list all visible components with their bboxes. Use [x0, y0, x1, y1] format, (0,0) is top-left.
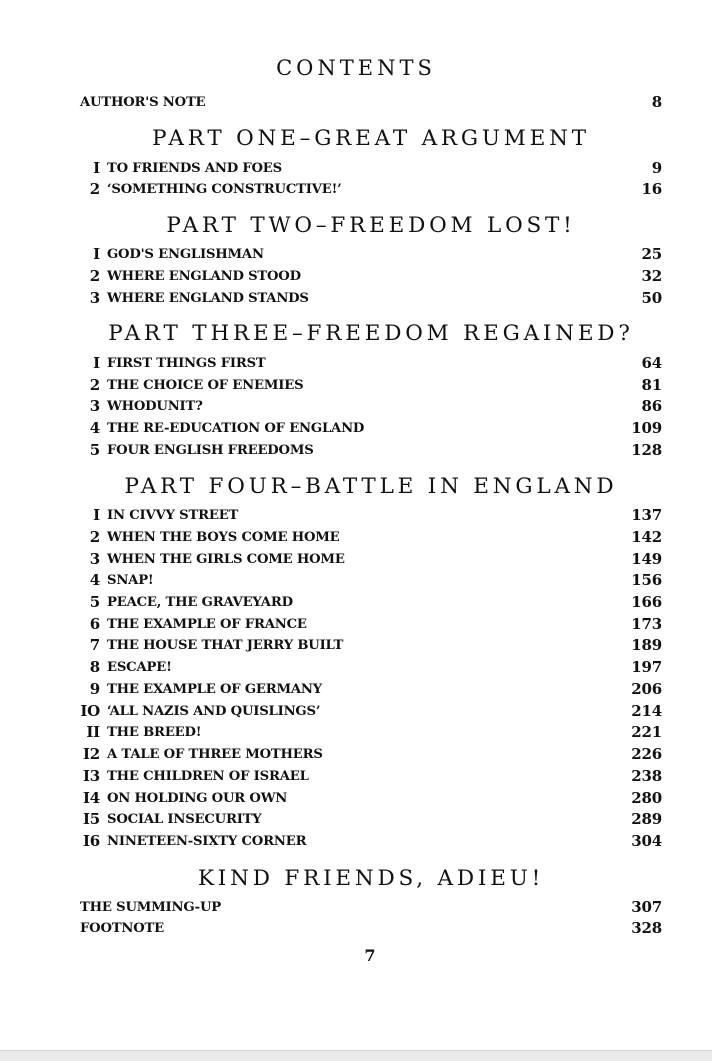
entry-title: GOD'S ENGLISHMAN: [107, 247, 264, 262]
entry-title: ESCAPE!: [107, 660, 172, 675]
part-heading-three: PART THREE–FREEDOM REGAINED?: [108, 321, 634, 346]
toc-entry: [0, 180, 712, 200]
toc-entry: [0, 528, 712, 548]
entry-page: 9: [651, 159, 662, 177]
entry-number: 8: [89, 658, 100, 676]
entry-number: 2: [89, 528, 100, 546]
entry-page: 221: [631, 723, 662, 741]
entry-page: 8: [651, 93, 662, 111]
entry-page: 289: [631, 810, 662, 828]
entry-number: 4: [89, 571, 100, 589]
entry-title: THE EXAMPLE OF FRANCE: [107, 617, 307, 632]
entry-page: 86: [641, 397, 662, 415]
toc-entry: [0, 376, 712, 396]
toc-entry: [0, 354, 712, 374]
toc-entry: [0, 658, 712, 678]
entry-page: 32: [641, 267, 662, 285]
entry-page: 304: [631, 832, 662, 850]
entry-title: NINETEEN-SIXTY CORNER: [107, 834, 307, 849]
entry-page: 128: [631, 441, 662, 459]
entry-title: WHODUNIT?: [107, 399, 203, 414]
entry-number: 3: [89, 397, 100, 415]
entry-title: AUTHOR'S NOTE: [80, 95, 206, 110]
entry-title: THE SUMMING-UP: [80, 900, 221, 915]
entry-page: 197: [631, 658, 662, 676]
entry-number: 5: [89, 593, 100, 611]
entry-title: PEACE, THE GRAVEYARD: [107, 595, 293, 610]
entry-title: WHEN THE GIRLS COME HOME: [107, 552, 345, 567]
page-number: 7: [364, 946, 376, 965]
toc-entry: [0, 267, 712, 287]
toc-entry: [0, 397, 712, 417]
entry-title: FIRST THINGS FIRST: [107, 356, 266, 371]
entry-title: THE BREED!: [107, 725, 202, 740]
entry-title: THE EXAMPLE OF GERMANY: [107, 682, 323, 697]
entry-number: I: [93, 354, 100, 372]
entry-number: I: [93, 506, 100, 524]
entry-title: SOCIAL INSECURITY: [107, 812, 262, 827]
part-heading-two: PART TWO–FREEDOM LOST!: [166, 213, 576, 238]
entry-page: 307: [631, 898, 662, 916]
entry-page: 156: [631, 571, 662, 589]
toc-entry: [0, 550, 712, 570]
entry-number: II: [86, 723, 100, 741]
entry-title: WHERE ENGLAND STANDS: [107, 291, 309, 306]
toc-entry: [0, 919, 712, 939]
entry-number: 2: [89, 180, 100, 198]
toc-entry: [0, 789, 712, 809]
entry-page: 238: [631, 767, 662, 785]
entry-title: ‘ALL NAZIS AND QUISLINGS’: [107, 704, 321, 719]
entry-number: 9: [89, 680, 100, 698]
entry-page: 189: [631, 636, 662, 654]
toc-entry: [0, 506, 712, 526]
entry-page: 64: [641, 354, 662, 372]
entry-number: IO: [80, 702, 100, 720]
contents-title: CONTENTS: [276, 56, 436, 80]
toc-entry: [0, 898, 712, 918]
toc-entry: [0, 593, 712, 613]
entry-page: 214: [631, 702, 662, 720]
entry-title: IN CIVVY STREET: [107, 508, 239, 523]
toc-entry: [0, 723, 712, 743]
entry-page: 50: [641, 289, 662, 307]
entry-page: 109: [631, 419, 662, 437]
entry-page: 81: [641, 376, 662, 394]
entry-page: 137: [631, 506, 662, 524]
part-heading-four: PART FOUR–BATTLE IN ENGLAND: [124, 474, 618, 499]
entry-title: FOUR ENGLISH FREEDOMS: [107, 443, 314, 458]
entry-title: WHERE ENGLAND STOOD: [107, 269, 301, 284]
entry-page: 16: [641, 180, 662, 198]
toc-entry: [0, 159, 712, 179]
entry-page: 226: [631, 745, 662, 763]
entry-title: SNAP!: [107, 573, 154, 588]
toc-entry: [0, 419, 712, 439]
toc-entry: [0, 767, 712, 787]
part-heading-one: PART ONE–GREAT ARGUMENT: [152, 126, 590, 151]
toc-entry: [0, 441, 712, 461]
toc-entry: [0, 680, 712, 700]
entry-page: 25: [641, 245, 662, 263]
viewer-bottom-bar: [0, 1050, 712, 1061]
entry-title: WHEN THE BOYS COME HOME: [107, 530, 340, 545]
toc-entry: [0, 832, 712, 852]
entry-title: TO FRIENDS AND FOES: [107, 161, 282, 176]
entry-number: I2: [82, 745, 100, 763]
toc-entry: [0, 289, 712, 309]
entry-title: THE CHOICE OF ENEMIES: [107, 378, 304, 393]
entry-title: ‘SOMETHING CONSTRUCTIVE!’: [107, 182, 342, 197]
entry-number: 3: [89, 289, 100, 307]
entry-number: 2: [89, 267, 100, 285]
toc-entry: [0, 615, 712, 635]
entry-number: 7: [89, 636, 100, 654]
entry-title: ON HOLDING OUR OWN: [107, 791, 288, 806]
entry-number: I4: [82, 789, 100, 807]
toc-entry-authors-note: [0, 93, 712, 113]
entry-number: I3: [82, 767, 100, 785]
entry-page: 206: [631, 680, 662, 698]
toc-entry: [0, 702, 712, 722]
entry-title: THE CHILDREN OF ISRAEL: [107, 769, 309, 784]
entry-title: THE RE-EDUCATION OF ENGLAND: [107, 421, 365, 436]
entry-number: I6: [82, 832, 100, 850]
entry-number: I5: [82, 810, 100, 828]
entry-page: 166: [631, 593, 662, 611]
toc-entry: [0, 571, 712, 591]
toc-entry: [0, 745, 712, 765]
entry-page: 142: [631, 528, 662, 546]
entry-number: 2: [89, 376, 100, 394]
entry-title: THE HOUSE THAT JERRY BUILT: [107, 638, 344, 653]
entry-number: I: [93, 159, 100, 177]
entry-page: 173: [631, 615, 662, 633]
toc-entry: [0, 810, 712, 830]
toc-entry: [0, 636, 712, 656]
entry-page: 280: [631, 789, 662, 807]
entry-number: 3: [89, 550, 100, 568]
entry-number: 5: [89, 441, 100, 459]
entry-page: 328: [631, 919, 662, 937]
entry-title: A TALE OF THREE MOTHERS: [107, 747, 323, 762]
entry-number: 4: [89, 419, 100, 437]
entry-number: I: [93, 245, 100, 263]
entry-page: 149: [631, 550, 662, 568]
toc-entry: [0, 245, 712, 265]
part-heading-kind-friends: KIND FRIENDS, ADIEU!: [197, 866, 545, 891]
entry-title: FOOTNOTE: [80, 921, 164, 936]
entry-number: 6: [89, 615, 100, 633]
